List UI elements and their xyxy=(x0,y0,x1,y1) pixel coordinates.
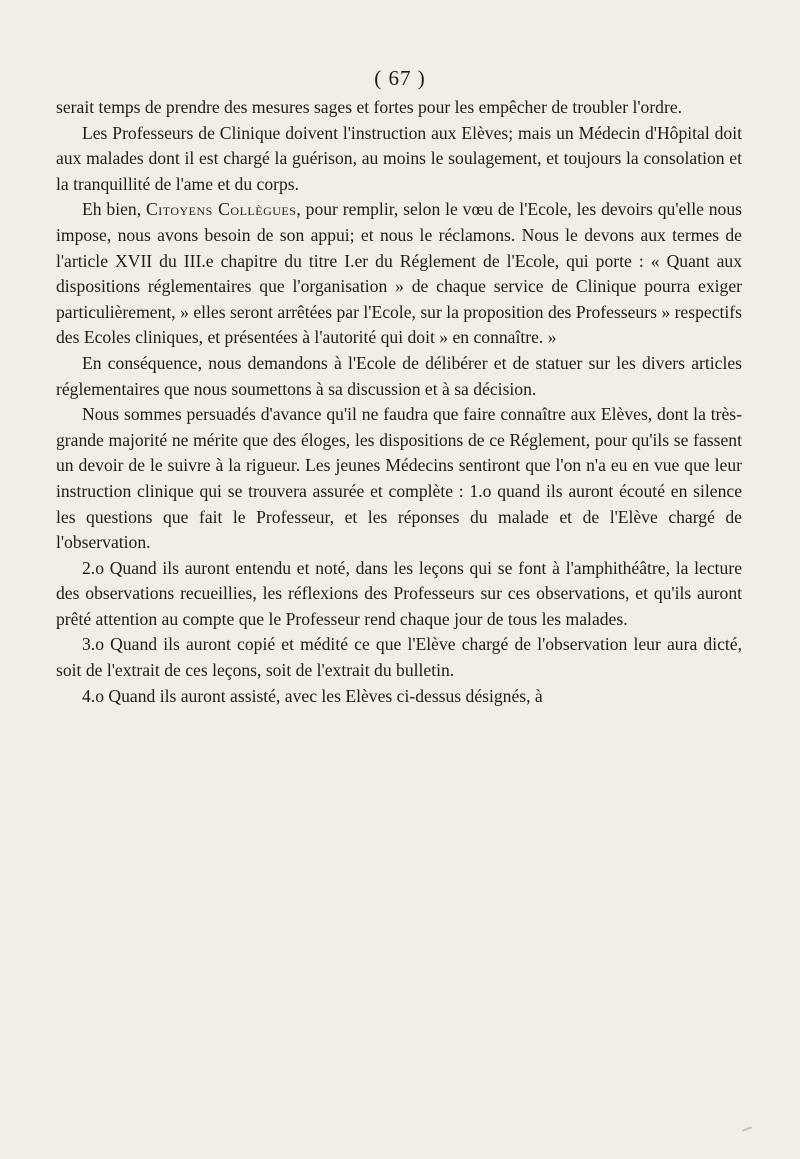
salutation-small-caps: Citoyens Collègues xyxy=(145,199,297,220)
paper-mark xyxy=(742,1126,752,1131)
paragraph-7: 3.o Quand ils auront copié et médité ce que l'Elève chargé de l'observation leur aura dicté, soit de l'extrait de ces leçons, soit de l'extrait du bulletin. xyxy=(56,634,742,681)
page-number: ( 67 ) xyxy=(374,66,426,90)
paragraph-1: serait temps de prendre des mesures sages et fortes pour les empêcher de troubler l'ordre. xyxy=(56,97,683,117)
paragraph-3-start: Eh bien, xyxy=(82,199,146,220)
paragraph-3 xyxy=(56,197,742,351)
paragraph-6: 2.o Quand ils auront entendu et noté, dans les leçons qui se font à l'amphithéâtre, la lecture des observations recueillies, les réflexions des Professeurs sur ces observations, et qu'ils auront prêté attention au compte que le Professeur rend chaque jour de tous les malades. xyxy=(56,557,742,629)
paragraph-3-rest: , pour remplir, selon le vœu de l'Ecole, les devoirs qu'elle nous impose, nous avons besoin de son appui; et nous le réclamons. Nous le devons aux termes de l'article XVII du III.e chapitre du titre I.er du Réglement de l'Ecole, qui porte : « Quant aux dispositions réglementaires que l'organisation » de chaque service de Clinique pourra exiger particulièrement, » elles seront arrêtées par l'Ecole, sur la proposition des Professeurs » respectifs des Ecoles cliniques, et présentées à l'autorité qui doit » en connaître. » xyxy=(56,199,742,348)
paragraph-4: En conséquence, nous demandons à l'Ecole de délibérer et de statuer sur les divers articles réglementaires que nous soumettons à sa discussion et à sa décision. xyxy=(56,352,742,399)
paragraph-8: 4.o Quand ils auront assisté, avec les Elèves ci-dessus désignés, à xyxy=(82,685,543,706)
paragraph-5: Nous sommes persuadés d'avance qu'il ne faudra que faire connaître aux Elèves, dont la très-grande majorité ne mérite que des éloges, les dispositions de ce Réglement, pour qu'ils se fassent un devoir de le suivre à la rigueur. Les jeunes Médecins sentiront que l'on n'a eu en vue que leur instruction clinique qui se trouvera assurée et complète : 1.o quand ils auront écouté en silence les questions que fait le Professeur, et les réponses du malade et de l'Elève chargé de l'observation. xyxy=(56,404,742,553)
paragraph-2: Les Professeurs de Clinique doivent l'instruction aux Elèves; mais un Médecin d'Hôpital doit aux malades dont il est chargé la guérison, au moins le soulagement, et toujours la consolation et la tranquillité de l'ame et du corps. xyxy=(56,122,742,194)
body-text xyxy=(56,95,742,709)
